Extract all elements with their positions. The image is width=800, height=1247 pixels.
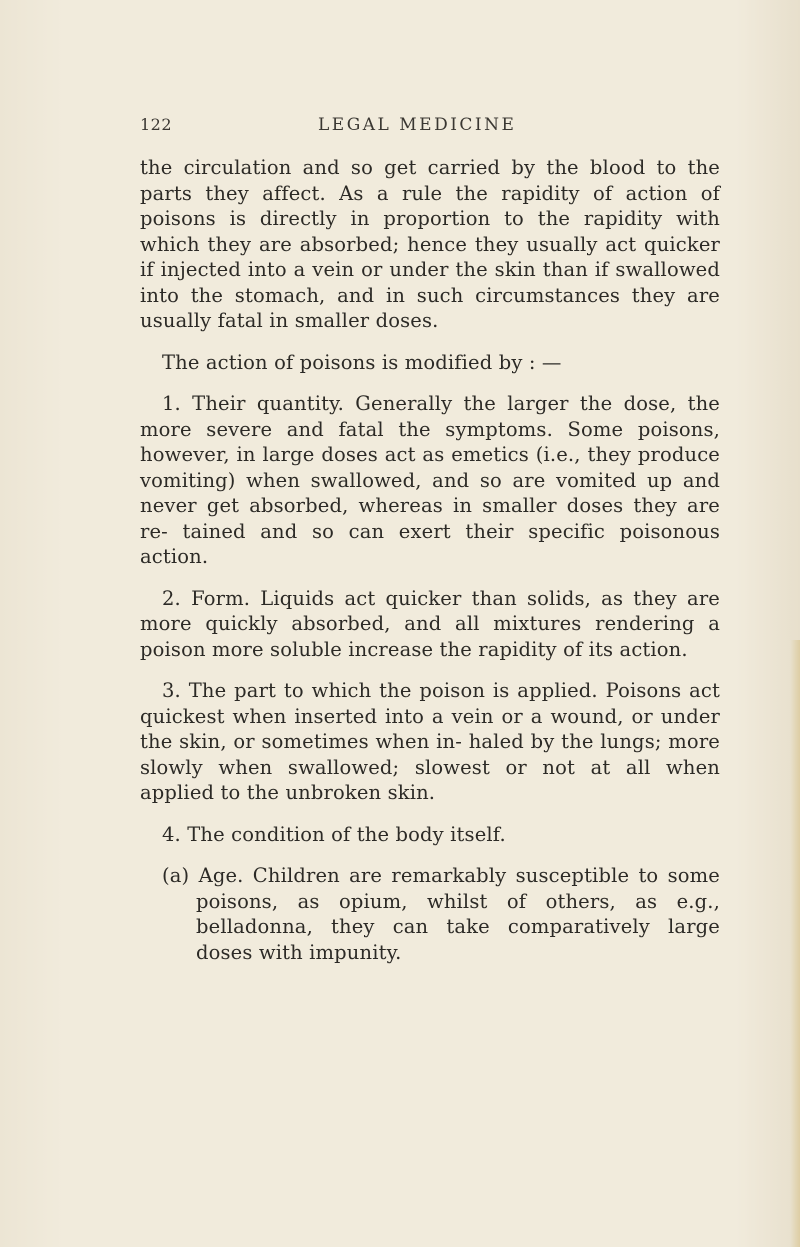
running-title: LEGAL MEDICINE <box>318 115 517 135</box>
page-edge-stain <box>790 640 800 1247</box>
paragraph-intro: The action of poisons is modified by : — <box>162 350 562 374</box>
body-text <box>140 155 720 981</box>
paragraph-quantity: 1. Their quantity. Generally the larger the dose, the more severe and fatal the symptoms. Some poisons, however, in large doses act as emetics (i.e., they produce vomiting) when swallowed, and so are vomited up and never get absorbed, whereas in smaller doses they are re- tained and so can exert their specific poisonous action. <box>140 392 720 568</box>
paragraph-continuation: the circulation and so get carried by the blood to the parts they affect. As a rule the rapidity of action of poisons is directly in proportion to the rapidity with which they are absorbed; hence they usually act quicker if injected into a vein or under the skin than if swallowed into the stomach, and in such circumstances they are usually fatal in smaller doses. <box>140 156 720 332</box>
paragraph-age: (a) Age. Children are remarkably susceptible to some poisons, as opium, whilst of others, as e.g., belladonna, they can take comparatively large doses with impunity. <box>162 864 720 964</box>
paragraph-condition: 4. The condition of the body itself. <box>162 822 506 846</box>
running-header <box>140 115 720 141</box>
paragraph-form: 2. Form. Liquids act quicker than solids, as they are more quickly absorbed, and all mixtures rendering a poison more soluble increase the rapidity of its action. <box>140 586 720 661</box>
page-number: 122 <box>140 115 173 134</box>
paragraph-part-applied: 3. The part to which the poison is applied. Poisons act quickest when inserted into a vein or a wound, or under the skin, or sometimes when in- haled by the lungs; more slowly when swallowed; slowest or not at all when applied to the unbroken skin. <box>140 679 720 804</box>
